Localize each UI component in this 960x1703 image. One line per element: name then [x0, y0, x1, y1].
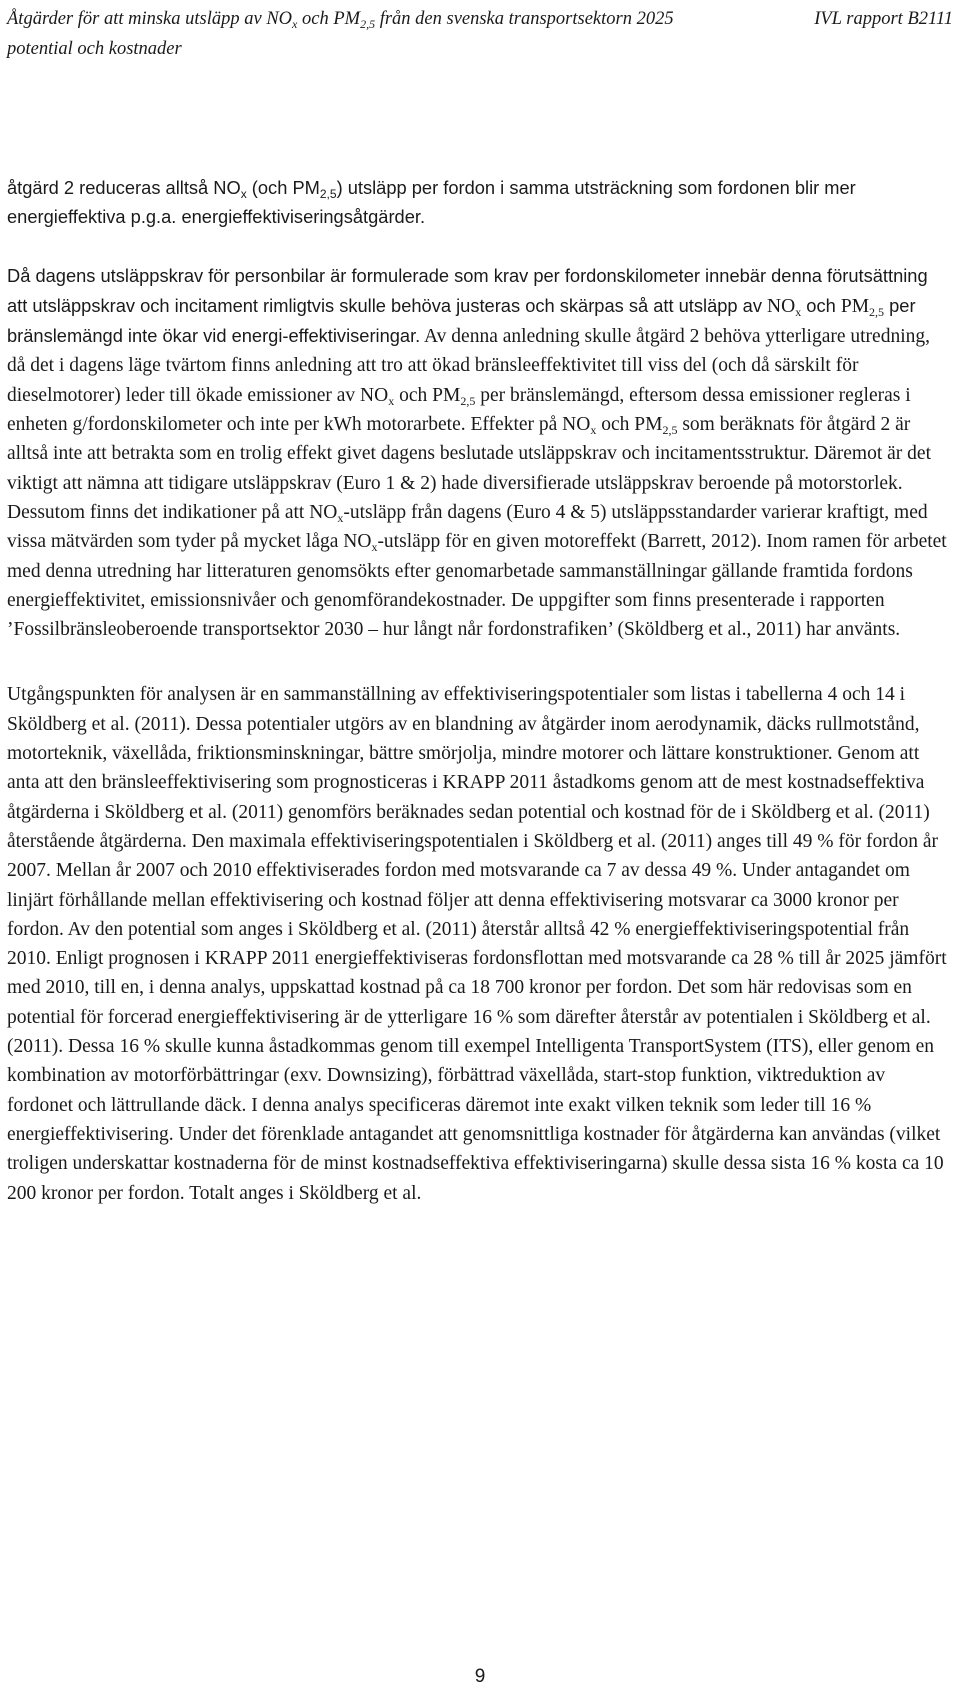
document-body	[7, 173, 951, 1208]
paragraph-2: Då dagens utsläppskrav för personbilar är formulerade som krav per fordonskilometer innebär denna förutsättning att utsläppskrav och incitament rimligtvis skulle behöva justeras och skärpas så att utsläpp av $NO_x$ och $PM_{2,5}$ per bränslemängd inte ökar vid energi-effektiviseringar. Av denna anledning skulle åtgärd 2 behöva ytterligare utredning, då det i dagens läge tvärtom finns anledning att tro att ökad bränsleeffektivitet till viss del (och då särskilt för dieselmotorer) leder till ökade emissioner av $NO_x$ och $PM_{2,5}$ per bränslemängd, eftersom dessa emissioner regleras i enheten g/fordonskilometer och inte per kWh motorarbete. Effekter på $NO_x$ och $PM_{2,5}$ som beräknats för åtgärd 2 är alltså inte att betrakta som en trolig effekt givet dagens beslutade utsläppskrav och incitamentsstruktur. Däremot är det viktigt att nämna att tidigare utsläppskrav (Euro 1 & 2) hade diversifierade utsläppskrav beroende på motorstorlek. Dessutom finns det indikationer på att $NO_x$-utsläpp från dagens (Euro 4 & 5) utsläppsstandarder varierar kraftigt, med vissa mätvärden som tyder på mycket låga $NO_x$-utsläpp för en given motoreffekt (Barrett, 2012). Inom ramen för arbetet med denna utredning har litteraturen genomsökts efter genomarbetade sammanställningar gällande framtida fordons energieffektivitet, emissionsnivåer och genomförandekostnader. De uppgifter som finns presenterade i rapporten ’Fossilbränsleoberoende transportsektor 2030 – hur långt når fordonstrafiken’ (Sköldberg et al., 2011) har använts.	[7, 264, 947, 641]
paragraph-1: åtgärd 2 reduceras alltså $NO_x$ (och $PM_{2,5}$) utsläpp per fordon i samma utsträckning som fordonen blir mer energieffektiva p.g.a. energieffektiviseringsåtgärder.	[7, 177, 856, 228]
header-title-line-2: potential och kostnader	[7, 39, 182, 59]
page-number: 9	[474, 1666, 486, 1687]
header-report-number: IVL rapport B2111	[814, 9, 953, 29]
paragraph-3: Utgångspunkten för analysen är en sammanställning av effektiviseringspotentialer som listas i tabellerna 4 och 14 i Sköldberg et al. (2011). Dessa potentialer utgörs av en blandning av åtgärder inom aerodynamik, däcks rullmotstånd, motorteknik, växellåda, friktionsminskningar, bättre smörjolja, mindre motorer och lättare konstruktioner. Genom att anta att den bränsleeffektivisering som prognosticeras i KRAPP 2011 åstadkoms genom att de mest kostnadseffektiva åtgärderna i Sköldberg et al. (2011) genomförs beräknades sedan potential och kostnad för de i Sköldberg et al. (2011) återstående åtgärderna. Den maximala effektiviseringspotentialen i Sköldberg et al. (2011) anges till 49 % för fordon år 2007. Mellan år 2007 och 2010 effektiviserades fordon med motsvarande ca 7 av dessa 49 %. Under antagandet om linjärt förhållande mellan effektivisering och kostnad följer att denna effektivisering motsvarar ca 3000 kronor per fordon. Av den potential som anges i Sköldberg et al. (2011) återstår alltså 42 % energieffektiviseringspotential från 2010. Enligt prognosen i KRAPP 2011 energieffektiviseras fordonsflottan med motsvarande ca 28 % till år 2025 jämfört med 2010, till en, i denna analys, uppskattad kostnad på ca 18 700 kronor per fordon. Det som här redovisas som en potential för forcerad energieffektivisering är de ytterligare 16 % som därefter återstår av potentialen i Sköldberg et al. (2011). Dessa 16 % skulle kunna åstadkommas genom till exempel Intelligenta TransportSystem (ITS), eller genom en kombination av motorförbättringar (exv. Downsizing), förbättrad växellåda, start-stop funktion, viktreduktion av fordonet och lättrullande däck. I denna analys specificeras däremot inte exakt vilken teknik som leder till 16 % energieffektivisering. Under det förenklade antagandet att genomsnittliga kostnader för åtgärderna kan användas (vilket troligen underskattar kostnaderna för de minst kostnadseffektiva effektiviseringarna) skulle dessa sista 16 % kosta ca 10 200 kronor per fordon. Totalt anges i Sköldberg et al.	[7, 684, 947, 1204]
page-header	[7, 4, 953, 64]
header-title-line-1: Åtgärder för att minska utsläpp av $NO_x$ och $PM_{2,5}$ från den svenska transportsektorn 2025	[7, 9, 674, 31]
